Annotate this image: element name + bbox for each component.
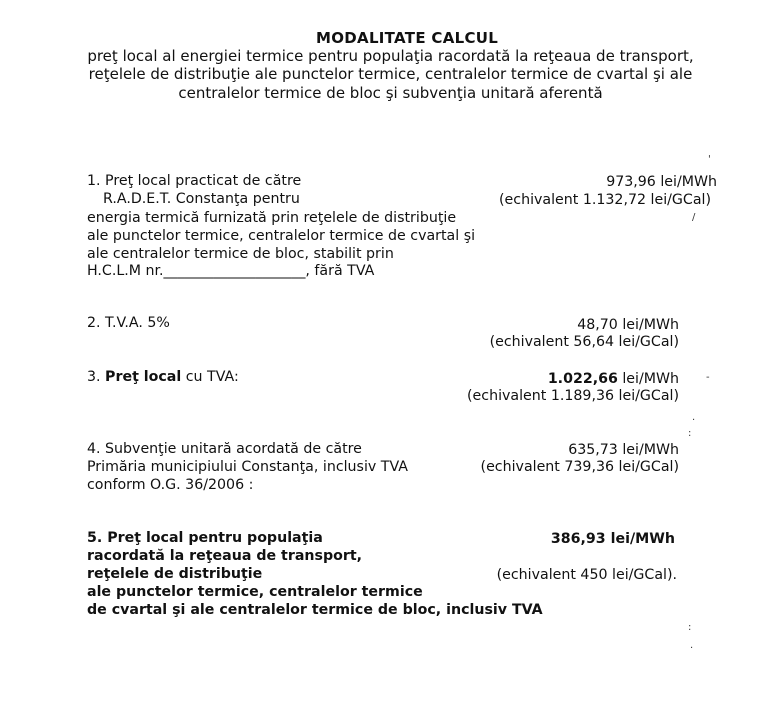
scan-mark: / <box>692 212 696 223</box>
document-title: MODALITATE CALCUL <box>316 29 499 47</box>
item3-value-unit: lei/MWh <box>617 371 679 387</box>
scan-mark: : <box>688 428 692 439</box>
item5-line-2: racordată la reţeaua de transport, <box>87 548 363 564</box>
item3-label-bold: Preţ local <box>105 369 182 385</box>
scan-mark: : <box>688 622 692 633</box>
item5-line-1: 5. Preţ local pentru populaţia <box>87 530 323 546</box>
item3-label <box>87 368 239 387</box>
item4-line-3: conform O.G. 36/2006 : <box>87 477 254 493</box>
item3-value-bold: 1.022,66 <box>547 371 618 387</box>
item4-line-2: Primăria municipiului Constanţa, inclusiv TVA <box>87 459 408 475</box>
item3-label-rest: cu TVA: <box>181 369 239 385</box>
scan-mark: - <box>706 372 710 383</box>
item5-line-4: ale punctelor termice, centralelor termice <box>87 584 423 600</box>
item5-line-5: de cvartal şi ale centralelor termice de bloc, inclusiv TVA <box>87 602 543 618</box>
subtitle-line-2: reţelele de distribuţie ale punctelor termice, centralelor termice de cvartal şi ale <box>88 65 693 83</box>
item5-line-3: reţelele de distribuţie <box>87 566 263 582</box>
item1-value: 973,96 lei/MWh <box>606 174 717 190</box>
subtitle-line-1: preţ local al energiei termice pentru populaţia racordată la reţeaua de transport, <box>87 47 694 65</box>
item4-value: 635,73 lei/MWh <box>568 442 679 458</box>
item1-line-4: ale punctelor termice, centralelor termice de cvartal şi <box>87 228 476 244</box>
item5-value: 386,93 lei/MWh <box>550 531 675 547</box>
item4-equivalent: (echivalent 739,36 lei/GCal) <box>480 459 679 475</box>
item1-line-5: ale centralelor termice de bloc, stabilit prin <box>87 246 394 262</box>
item2-label: 2. T.V.A. 5% <box>87 315 170 331</box>
item1-line-2: R.A.D.E.T. Constanţa pentru <box>103 191 300 207</box>
item3-equivalent: (echivalent 1.189,36 lei/GCal) <box>467 388 679 404</box>
item1-line-3: energia termică furnizată prin reţelele de distribuţie <box>87 210 457 226</box>
scan-mark: . <box>692 412 696 423</box>
item1-line-1: 1. Preţ local practicat de către <box>87 173 302 189</box>
item3-prefix: 3. <box>87 369 106 385</box>
subtitle-line-3: centralelor termice de bloc şi subvenţia unitară aferentă <box>178 84 603 102</box>
scan-mark: ' <box>708 154 711 165</box>
scan-mark: . <box>690 640 694 651</box>
item4-line-1: 4. Subvenţie unitară acordată de către <box>87 441 362 457</box>
item2-value: 48,70 lei/MWh <box>577 317 679 333</box>
item1-equivalent: (echivalent 1.132,72 lei/GCal) <box>499 192 711 208</box>
item2-equivalent: (echivalent 56,64 lei/GCal) <box>489 334 679 350</box>
item1-line-6: H.C.L.M nr.____________________, fără TVA <box>87 263 375 279</box>
item5-equivalent: (echivalent 450 lei/GCal). <box>496 567 677 583</box>
